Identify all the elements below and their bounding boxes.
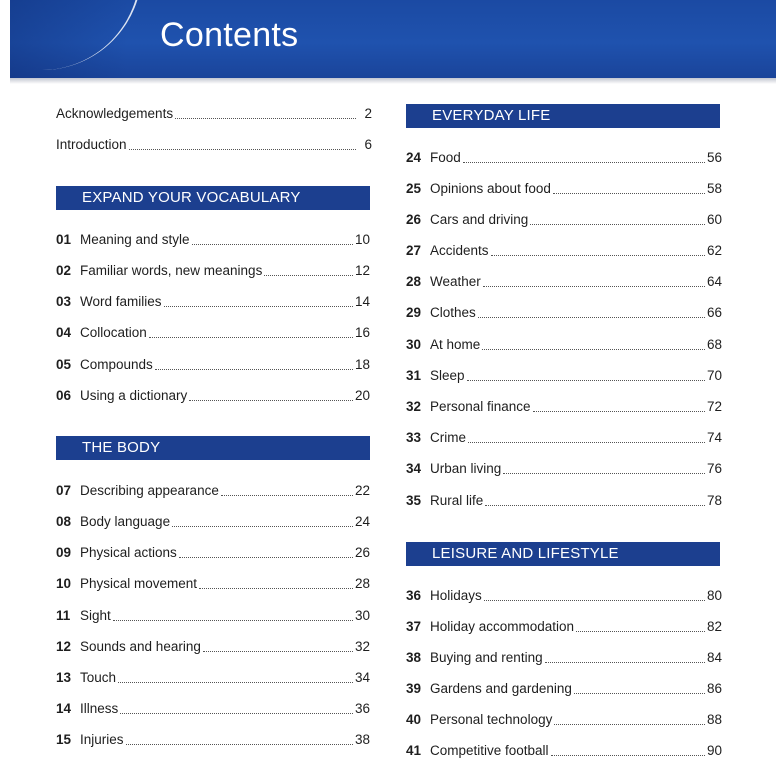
unit-number: 40 [406,712,422,727]
entry-page: 68 [706,337,722,352]
dot-leader [120,712,353,714]
dot-leader [129,148,356,150]
contents-header [10,0,776,78]
entry-title: Sight [80,608,111,623]
dot-leader [554,723,705,725]
entry-title: Personal technology [430,712,553,727]
unit-number: 33 [406,430,422,445]
toc-entry[interactable] [56,321,370,341]
entry-page: 20 [354,388,370,403]
unit-number: 36 [406,588,422,603]
entry-title: Crime [430,430,466,445]
toc-entry[interactable] [406,177,722,197]
dot-leader [164,305,353,307]
entry-page: 78 [706,493,722,508]
toc-entry[interactable] [56,666,370,686]
entry-page: 62 [706,243,722,258]
unit-number: 38 [406,650,422,665]
entry-page: 28 [354,576,370,591]
unit-number: 03 [56,294,72,309]
unit-number: 31 [406,368,422,383]
toc-entry[interactable] [406,489,722,509]
unit-number: 32 [406,399,422,414]
entry-page: 76 [706,461,722,476]
unit-number: 15 [56,732,72,747]
page-title: Contents [160,16,299,54]
entry-page: 86 [706,681,722,696]
entry-title: Word families [80,294,162,309]
toc-entry[interactable] [406,739,722,759]
unit-number: 25 [406,181,422,196]
dot-leader [553,192,705,194]
dot-leader [533,410,705,412]
entry-page: 2 [364,106,372,121]
section-heading-everyday-life: EVERYDAY LIFE [406,104,720,128]
entry-page: 14 [354,294,370,309]
entry-title: At home [430,337,481,352]
entry-page: 58 [706,181,722,196]
toc-entry[interactable] [406,584,722,604]
toc-entry[interactable] [56,728,370,748]
dot-leader [491,254,705,256]
unit-number: 27 [406,243,422,258]
entry-title: Sounds and hearing [80,639,201,654]
entry-title: Holiday accommodation [430,619,575,634]
toc-entry[interactable] [406,333,722,353]
toc-entry[interactable] [406,146,722,166]
toc-entry[interactable] [406,270,722,290]
entry-page: 34 [354,670,370,685]
unit-number: 29 [406,305,422,320]
unit-number: 37 [406,619,422,634]
entry-page: 82 [706,619,722,634]
dot-leader [545,661,705,663]
entry-title: Buying and renting [430,650,543,665]
entry-page: 56 [706,150,722,165]
section-heading-expand-your-vocabulary: EXPAND YOUR VOCABULARY [56,186,370,210]
toc-entry[interactable] [56,479,370,499]
header-shadow [10,78,776,84]
toc-entry[interactable] [56,290,370,310]
dot-leader [126,743,353,745]
section-heading-leisure-and-lifestyle: LEISURE AND LIFESTYLE [406,542,720,566]
toc-entry[interactable] [56,572,370,592]
toc-entry[interactable] [56,541,370,561]
toc-entry[interactable] [56,228,370,248]
toc-entry[interactable] [406,426,722,446]
dot-leader [576,630,705,632]
dot-leader [484,599,705,601]
toc-entry[interactable] [406,457,722,477]
entry-title: Familiar words, new meanings [80,263,263,278]
entry-page: 74 [706,430,722,445]
dot-leader [192,243,353,245]
unit-number: 13 [56,670,72,685]
entry-title: Acknowledgements [56,106,174,121]
entry-page: 10 [354,232,370,247]
entry-title: Describing appearance [80,483,219,498]
unit-number: 02 [56,263,72,278]
entry-page: 84 [706,650,722,665]
entry-title: Opinions about food [430,181,551,196]
unit-number: 30 [406,337,422,352]
unit-number: 28 [406,274,422,289]
toc-entry[interactable] [406,646,722,666]
unit-number: 35 [406,493,422,508]
entry-title: Touch [80,670,117,685]
entry-title: Injuries [80,732,124,747]
entry-page: 70 [706,368,722,383]
dot-leader [175,117,356,119]
dot-leader [483,285,705,287]
dot-leader [113,619,353,621]
unit-number: 04 [56,325,72,340]
entry-title: Using a dictionary [80,388,188,403]
entry-title: Rural life [430,493,484,508]
toc-entry[interactable] [406,615,722,635]
toc-entry[interactable] [56,635,370,655]
entry-page: 32 [354,639,370,654]
unit-number: 11 [56,608,71,623]
toc-entry[interactable] [56,604,370,624]
entry-page: 24 [354,514,370,529]
entry-page: 66 [706,305,722,320]
unit-number: 24 [406,150,422,165]
unit-number: 41 [406,743,422,758]
unit-number: 14 [56,701,72,716]
toc-entry[interactable] [406,301,722,321]
dot-leader [199,587,353,589]
entry-page: 38 [354,732,370,747]
toc-entry[interactable] [406,708,722,728]
entry-title: Weather [430,274,481,289]
toc-entry[interactable] [56,697,370,717]
entry-page: 12 [354,263,370,278]
unit-number: 10 [56,576,72,591]
toc-entry[interactable] [406,364,722,384]
entry-page: 22 [354,483,370,498]
entry-title: Illness [80,701,119,716]
entry-title: Gardens and gardening [430,681,572,696]
unit-number: 07 [56,483,72,498]
entry-title: Physical actions [80,545,177,560]
toc-entry[interactable] [406,677,722,697]
dot-leader [485,504,705,506]
entry-page: 26 [354,545,370,560]
toc-entry[interactable] [406,395,722,415]
unit-number: 05 [56,357,72,372]
entry-page: 6 [364,137,372,152]
entry-page: 80 [706,588,722,603]
entry-title: Clothes [430,305,476,320]
dot-leader [221,494,353,496]
dot-leader [482,348,705,350]
unit-number: 01 [56,232,72,247]
dot-leader [467,379,705,381]
entry-title: Personal finance [430,399,531,414]
toc-entry[interactable] [56,259,370,279]
dot-leader [179,556,353,558]
toc-entry[interactable] [406,239,722,259]
dot-leader [574,692,705,694]
section-heading-the-body: THE BODY [56,436,370,460]
entry-title: Accidents [430,243,489,258]
entry-title: Collocation [80,325,147,340]
unit-number: 12 [56,639,72,654]
entry-page: 72 [706,399,722,414]
dot-leader [530,223,705,225]
toc-entry[interactable] [56,510,370,530]
entry-title: Cars and driving [430,212,529,227]
entry-page: 36 [354,701,370,716]
unit-number: 34 [406,461,422,476]
toc-entry[interactable] [406,208,722,228]
entry-page: 60 [706,212,722,227]
dot-leader [149,336,353,338]
entry-title: Urban living [430,461,502,476]
dot-leader [264,274,353,276]
unit-number: 08 [56,514,72,529]
entry-title: Physical movement [80,576,198,591]
entry-page: 18 [354,357,370,372]
dot-leader [468,441,705,443]
entry-title: Compounds [80,357,153,372]
unit-number: 06 [56,388,72,403]
toc-entry-acknowledgements[interactable] [56,102,372,122]
dot-leader [503,472,705,474]
toc-entry[interactable] [56,384,370,404]
dot-leader [203,650,353,652]
entry-title: Sleep [430,368,465,383]
entry-title: Introduction [56,137,127,152]
entry-title: Holidays [430,588,482,603]
dot-leader [189,399,353,401]
dot-leader [551,754,705,756]
entry-title: Body language [80,514,171,529]
entry-page: 90 [706,743,722,758]
unit-number: 09 [56,545,72,560]
toc-entry[interactable] [56,353,370,373]
unit-number: 26 [406,212,422,227]
dot-leader [172,525,353,527]
dot-leader [463,161,705,163]
dot-leader [155,368,353,370]
entry-title: Food [430,150,461,165]
entry-page: 16 [354,325,370,340]
entry-title: Competitive football [430,743,549,758]
dot-leader [118,681,353,683]
toc-entry-introduction[interactable] [56,133,372,153]
unit-number: 39 [406,681,422,696]
entry-page: 88 [706,712,722,727]
entry-page: 30 [354,608,370,623]
entry-page: 64 [706,274,722,289]
entry-title: Meaning and style [80,232,190,247]
dot-leader [478,316,705,318]
